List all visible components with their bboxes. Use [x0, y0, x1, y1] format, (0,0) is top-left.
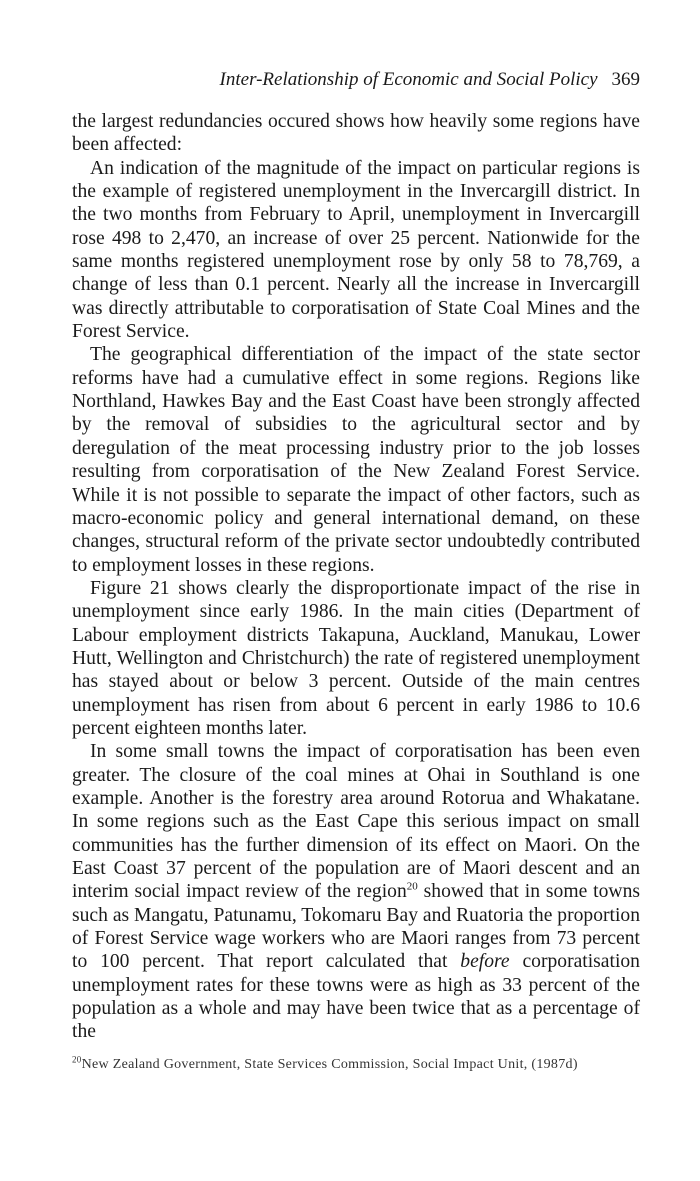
page	[72, 68, 640, 1074]
paragraph: Figure 21 shows clearly the disproportionate impact of the rise in unemployment since early 1986. In the main cities (Department of Labour employment districts Takapuna, Auckland, Manukau, Lower Hutt, Wellington and Christchurch) the rate of registered unemployment has stayed about or below 3 percent. Outside of the main centres unemployment has risen from about 6 percent in early 1986 to 10.6 percent eighteen months later.	[72, 577, 640, 739]
footnote-reference[interactable]: 20	[406, 880, 418, 893]
footnote	[72, 1056, 640, 1074]
footnote-text: New Zealand Government, State Services Commission, Social Impact Unit, (1987d)	[81, 1056, 578, 1072]
footnote-marker: 20	[72, 1054, 82, 1065]
paragraph: The geographical differentiation of the impact of the state sector reforms have had a cumulative effect in some regions. Regions like Northland, Hawkes Bay and the East Coast have been strongly affected by the removal of subsidies to the agricultural sector and by deregulation of the meat processing industry prior to the job losses resulting from corporatisation of the New Zealand Forest Service. While it is not possible to separate the impact of other factors, such as macro-economic policy and general international demand, on these changes, structural reform of the private sector undoubtedly contributed to employment losses in these regions.	[72, 344, 640, 576]
page-number: 369	[611, 69, 640, 90]
paragraph	[72, 740, 640, 1043]
paragraph-text: In some small towns the impact of corporatisation has been even greater. The closure of the coal mines at Ohai in Southland is one example. Another is the forestry area around Rotorua and Whakatane. In some regions such as the East Cape this serious impact on small communities has the further dimension of its effect on Maori. On the East Coast 37 percent of the population are of Maori descent and an interim social impact review of the region	[72, 741, 640, 903]
paragraph: An indication of the magnitude of the impact on particular regions is the example of registered unemployment in the Invercargill district. In the two months from February to April, unemployment in Invercargill rose 498 to 2,470, an increase of over 25 percent. Nationwide for the same months registered unemployment rose by only 58 to 78,769, a change of less than 0.1 percent. Nearly all the increase in Invercargill was directly attributable to corporatisation of State Coal Mines and the Forest Service.	[72, 157, 640, 343]
running-head	[72, 68, 640, 92]
body-text	[72, 110, 640, 1044]
running-title: Inter-Relationship of Economic and Social Policy	[219, 69, 598, 90]
emphasis-text: before	[460, 951, 510, 973]
paragraph-text: showed that in some towns such as Mangatu, Patunamu, Tokomaru Bay and Ruatoria the proportion of Forest Service wage workers who are Maori ranges from 73 percent to 100 percent. That report calculated that	[72, 881, 641, 973]
paragraph: the largest redundancies occured shows how heavily some regions have been affected:	[72, 111, 640, 156]
paragraph-text: corporatisation unemployment rates for these towns were as high as 33 percent of the population as a whole and may have been twice that as a percentage of the	[72, 951, 640, 1043]
